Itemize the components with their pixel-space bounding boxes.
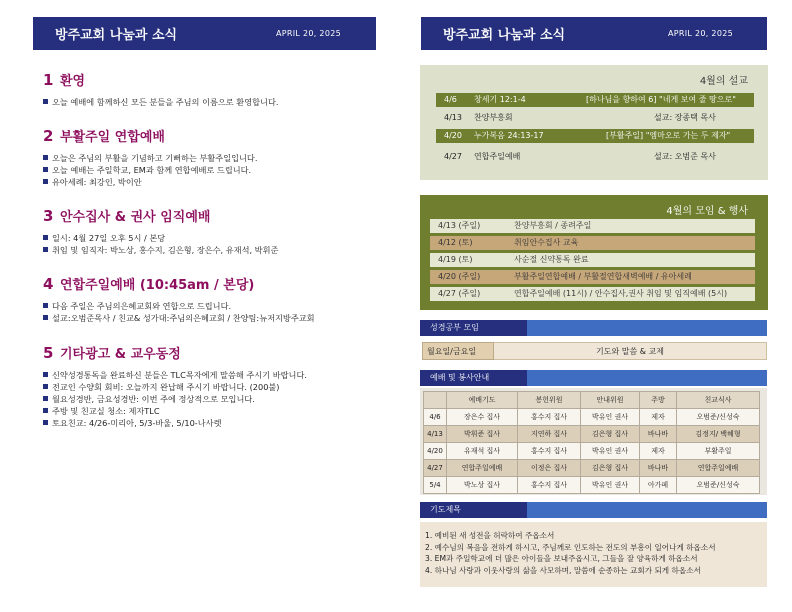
page-date: APRIL 20, 2025	[667, 29, 733, 38]
section-easter	[43, 128, 383, 188]
list-item: 전교인 수양회 회비: 오늘까지 완납해 주시기 바랍니다. (200불)	[43, 381, 383, 393]
events-box	[420, 195, 768, 310]
section-heading: 4 연합주일예배 (10:45am / 본당)	[43, 275, 255, 293]
right-header	[421, 17, 767, 50]
prayer-label: 기도제목	[420, 502, 527, 518]
table-row: 4/13 박휘준 집사 지연하 집사 김은형 집사 바나바 김정지/ 백혜형	[424, 426, 760, 443]
section-ordination	[43, 208, 383, 256]
section-welcome	[43, 72, 383, 108]
list-item: 주방 및 친교실 청소: 제자TLC	[43, 405, 383, 417]
service-box	[420, 388, 767, 495]
list-item: 설교:오범준목사 / 친교& 성가대:주님의은혜교회 / 찬양팀:뉴저지방주교회	[43, 312, 383, 324]
list-item: 다음 주일은 주님의은혜교회와 연합으로 드립니다.	[43, 300, 383, 312]
page-title: 방주교회 나눔과 소식	[443, 28, 566, 43]
list-item: 유아세례: 최강인, 박이안	[43, 176, 383, 188]
event-row: 4/19 (토) 사순절 신약통독 완료	[430, 253, 755, 267]
service-table	[423, 391, 760, 494]
table-row: 4/27 연합주일예배 이정은 집사 김은형 집사 바나바 연합주일예배	[424, 460, 760, 477]
list-item: 오늘 예배에 함께하신 모든 분들을 주님의 이름으로 환영합니다.	[43, 96, 383, 108]
event-row: 4/12 (토) 취임안수집사 교육	[430, 236, 755, 250]
sermon-row: 4/27 연합주일예배 설교: 오범준 목사	[444, 152, 716, 161]
list-item: 신약성경통독을 완료하신 분들은 TLC목자에게 말씀해 주시기 바랍니다.	[43, 369, 383, 381]
section-joint-service	[43, 276, 383, 324]
left-header	[33, 17, 376, 50]
sermon-row: 4/13 찬양부흥회 설교: 장종택 목사	[444, 113, 716, 122]
section-announcements	[43, 345, 383, 429]
table-row: 4/6 장은수 집사 홍수지 집사 박유인 권사 제자 오범준/신성숙	[424, 409, 760, 426]
list-item: 토요친교: 4/26-미리아, 5/3-바울, 5/10-나사렛	[43, 417, 383, 429]
events-title: 4월의 모임 & 행사	[666, 206, 748, 217]
prayer-item: 4. 하나님 사랑과 이웃사랑의 삶을 사모하며, 말씀에 순종하는 교회가 되게 하옵소서	[425, 565, 701, 575]
section-heading: 5 기타광고 & 교우동정	[43, 344, 181, 362]
event-row: 4/27 (주일) 연합주일예배 (11시) / 안수집사,권사 취임 및 임직예배 (5시)	[430, 287, 755, 301]
service-bar	[420, 370, 767, 386]
study-topic: 기도와 말씀 & 교제	[494, 342, 767, 360]
study-bar	[420, 320, 767, 336]
sermon-row: 4/6 창세기 12:1-4 [하나님을 향하여 6] "네게 보여 줄 땅으로"	[436, 93, 754, 107]
sermon-title: 4월의 설교	[699, 76, 748, 87]
table-row: 5/4 박노상 집사 홍수지 집사 박유인 권사 아가페 오범준/신성숙	[424, 477, 760, 494]
study-label: 성경공부 모임	[420, 320, 527, 336]
prayer-item: 2. 예수님의 복음을 전하게 하시고, 주님께로 인도하는 전도의 부흥이 일어나게 하옵소서	[425, 542, 716, 552]
study-day: 월요일/금요일	[422, 342, 494, 360]
sermon-row: 4/20 누가복음 24:13-17 [부활주일] "엠마오로 가는 두 제자"	[436, 129, 754, 143]
event-row: 4/13 (주일) 찬양부흥회 / 종려주일	[430, 219, 755, 233]
list-item: 일시: 4월 27일 오후 5시 / 본당	[43, 232, 383, 244]
section-heading: 3 안수집사 & 권사 임직예배	[43, 207, 211, 225]
section-heading: 1 환영	[43, 71, 86, 89]
event-row: 4/20 (주일) 부활주일연합예배 / 부활절연합새벽예배 / 유아세례	[430, 270, 755, 284]
prayer-box	[420, 522, 767, 587]
page-title: 방주교회 나눔과 소식	[55, 28, 178, 43]
prayer-bar	[420, 502, 767, 518]
list-item: 취임 및 임직자: 박노상, 홍수지, 김은형, 장은수, 유재석, 박휘준	[43, 244, 383, 256]
list-item: 오늘 예배는 주일학교, EM과 함께 연합예배로 드립니다.	[43, 164, 383, 176]
section-heading: 2 부활주일 연합예배	[43, 127, 165, 145]
list-item: 월요성경반, 금요성경반: 이번 주에 정상적으로 모입니다.	[43, 393, 383, 405]
page-date: APRIL 20, 2025	[275, 29, 341, 38]
sermon-box	[420, 65, 768, 180]
prayer-item: 3. EM과 주일학교에 더 많은 아이들을 보내주옵시고, 그들을 잘 양육하게 하옵소서	[425, 554, 698, 563]
study-row	[422, 342, 767, 360]
table-row: 4/20 유재석 집사 홍수지 집사 박유인 권사 제자 부활주일	[424, 443, 760, 460]
prayer-item: 1. 예비된 새 성전을 허락하여 주옵소서	[425, 531, 555, 540]
service-label: 예배 및 봉사안내	[420, 370, 527, 386]
table-header-row: 예배기도 봉헌위원 안내위원 주방 친교식사	[424, 392, 760, 409]
list-item: 오늘은 주님의 부활을 기념하고 기뻐하는 부활주일입니다.	[43, 152, 383, 164]
